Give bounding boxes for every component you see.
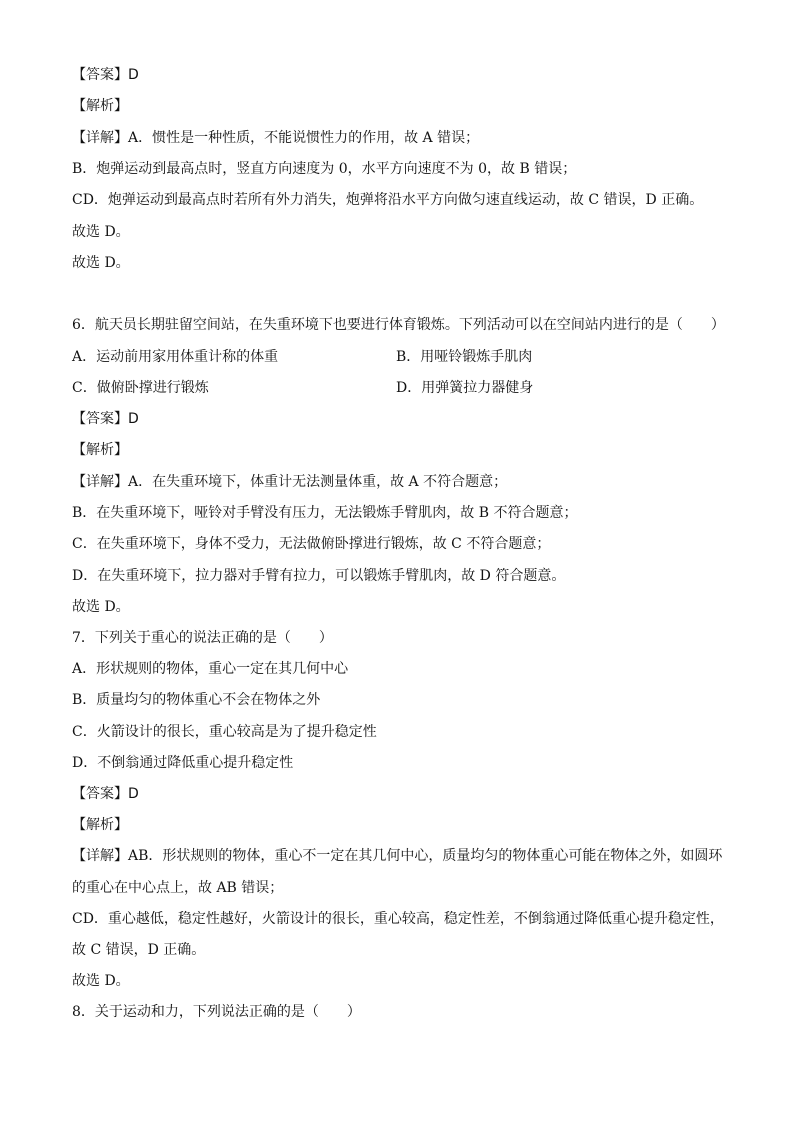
q7-stem: 7．下列关于重心的说法正确的是（ ） [72, 630, 333, 646]
q5-detail-line: 【详解】A．惯性是一种性质，不能说惯性力的作用，故 A 错误； [72, 130, 480, 146]
q5-detail-line: CD．炮弹运动到最高点时若所有外力消失，炮弹将沿水平方向做匀速直线运动，故 C 错误，D 正确。 [72, 192, 704, 208]
q6-detail-line: 【详解】A．在失重环境下，体重计无法测量体重，故 A 不符合题意； [72, 474, 508, 490]
q7-detail-line: 的重心在中心点上，故 AB 错误； [72, 880, 284, 896]
q5-analysis-heading: 【解析】 [72, 98, 128, 114]
q7-detail-line: CD．重心越低，稳定性越好，火箭设计的很长，重心较高，稳定性差，不倒翁通过降低重心提升稳定性， [72, 911, 724, 927]
q6-detail-line: B．在失重环境下，哑铃对手臂没有压力，无法锻炼手臂肌肉，故 B 不符合题意； [72, 505, 578, 521]
q6-stem: 6．航天员长期驻留空间站，在失重环境下也要进行体育锻炼。下列活动可以在空间站内进行的是（ ） [72, 317, 725, 333]
q8-stem: 8．关于运动和力，下列说法正确的是（ ） [72, 1004, 361, 1020]
q5-answer: 【答案】D [72, 67, 139, 83]
q7-conclusion: 故选 D。 [72, 973, 130, 989]
q6-detail-line: C．在失重环境下，身体不受力，无法做俯卧撑进行锻炼，故 C 不符合题意； [72, 536, 551, 552]
q6-option-a: A．运动前用家用体重计称的体重 [72, 349, 279, 365]
q6-conclusion: 故选 D。 [72, 599, 130, 615]
q6-option-d: D．用弹簧拉力器健身 [396, 380, 534, 396]
q5-conclusion: 故选 D。 [72, 255, 130, 271]
q7-answer: 【答案】D [72, 786, 139, 802]
q7-option-a: A．形状规则的物体，重心一定在其几何中心 [72, 661, 349, 677]
q7-analysis-heading: 【解析】 [72, 817, 128, 833]
q5-detail-line: B．炮弹运动到最高点时，竖直方向速度为 0，水平方向速度不为 0，故 B 错误； [72, 161, 577, 177]
q6-analysis-heading: 【解析】 [72, 442, 128, 458]
q5-conclusion: 故选 D。 [72, 224, 130, 240]
q6-answer: 【答案】D [72, 411, 139, 427]
q6-option-c: C．做俯卧撑进行锻炼 [72, 380, 209, 396]
q6-detail-line: D．在失重环境下，拉力器对手臂有拉力，可以锻炼手臂肌肉，故 D 符合题意。 [72, 568, 566, 584]
q7-option-c: C．火箭设计的很长，重心较高是为了提升稳定性 [72, 724, 377, 740]
q6-option-b: B．用哑铃锻炼手肌肉 [396, 349, 533, 365]
q7-option-b: B．质量均匀的物体重心不会在物体之外 [72, 692, 321, 708]
q7-detail-line: 【详解】AB．形状规则的物体，重心不一定在其几何中心，质量均匀的物体重心可能在物体之外，如圆环 [72, 848, 723, 864]
q7-detail-line: 故 C 错误，D 正确。 [72, 942, 206, 958]
q7-option-d: D．不倒翁通过降低重心提升稳定性 [72, 755, 294, 771]
